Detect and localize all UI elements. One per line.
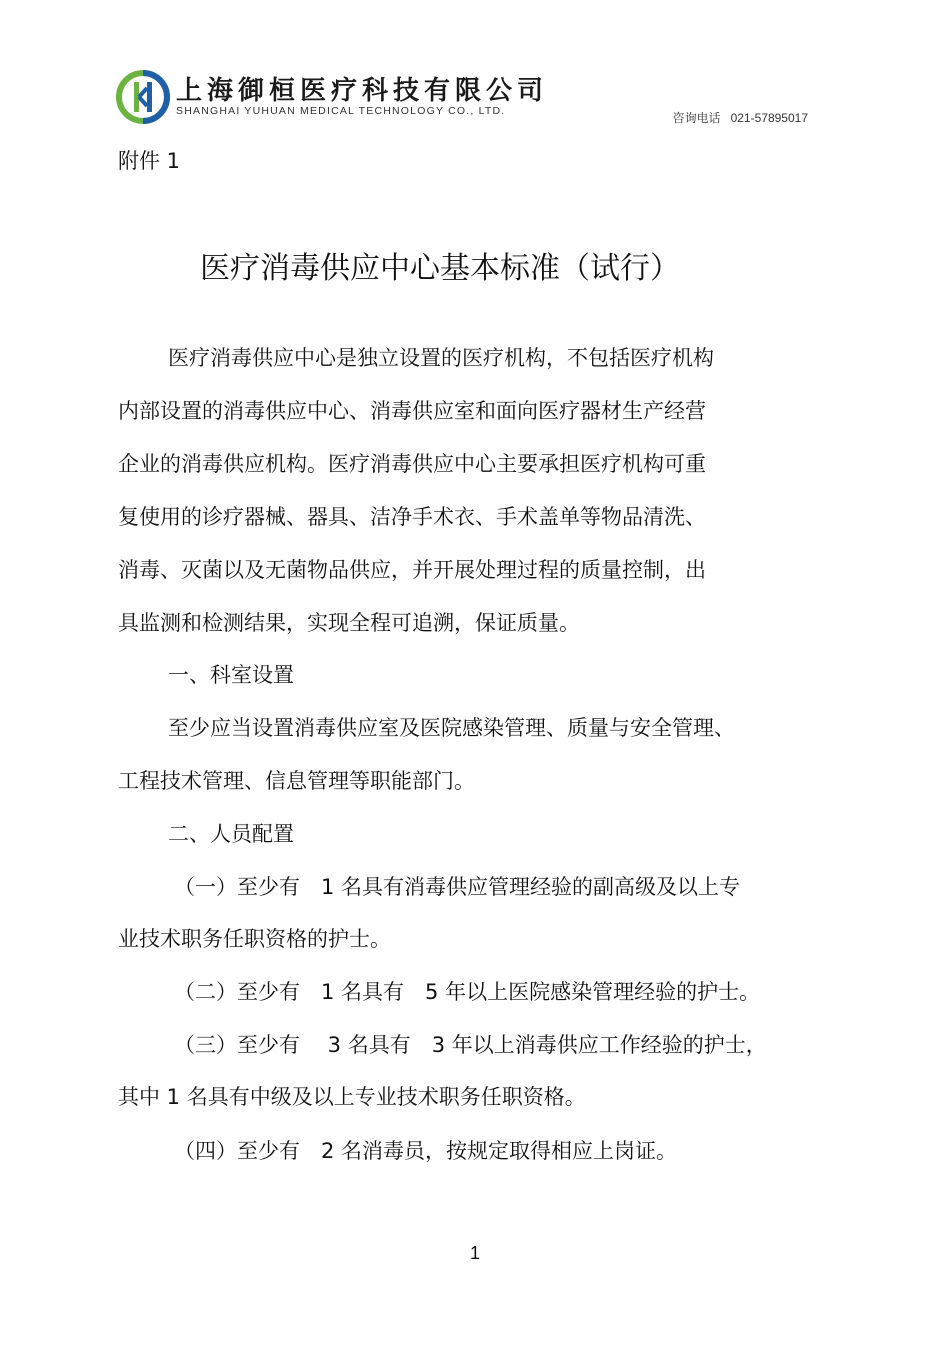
hotline-number: 021-57895017 bbox=[730, 111, 808, 125]
paragraph-line: 工程技术管理、信息管理等职能部门。 bbox=[118, 769, 475, 793]
section-heading: 二、人员配置 bbox=[168, 822, 294, 846]
yuhuan-logo-icon bbox=[114, 68, 172, 126]
paragraph-line: 至少应当设置消毒供应室及医院感染管理、质量与安全管理、 bbox=[168, 716, 735, 740]
company-name-cn: 上海御桓医疗科技有限公司 bbox=[176, 76, 549, 106]
list-item: （二）至少有 1 名具有 5 年以上医院感染管理经验的护士。 bbox=[174, 980, 761, 1004]
attachment-label: 附件 1 bbox=[118, 149, 181, 173]
hotline-label: 咨询电话 bbox=[672, 111, 721, 125]
paragraph-line: 医疗消毒供应中心是独立设置的医疗机构，不包括医疗机构 bbox=[168, 346, 714, 370]
paragraph-line: 消毒、灭菌以及无菌物品供应，并开展处理过程的质量控制，出 bbox=[118, 558, 706, 582]
paragraph-line: 具监测和检测结果，实现全程可追溯，保证质量。 bbox=[118, 611, 580, 635]
paragraph-line: 复使用的诊疗器械、器具、洁净手术衣、手术盖单等物品清洗、 bbox=[118, 505, 706, 529]
section-heading: 一、科室设置 bbox=[168, 663, 294, 687]
document-title: 医疗消毒供应中心基本标准（试行） bbox=[200, 251, 680, 286]
paragraph-line: 企业的消毒供应机构。医疗消毒供应中心主要承担医疗机构可重 bbox=[118, 452, 706, 476]
paragraph-line: 其中 1 名具有中级及以上专业技术职务任职资格。 bbox=[118, 1085, 586, 1109]
page-number: 1 bbox=[469, 1243, 480, 1263]
company-name-en: SHANGHAI YUHUAN MEDICAL TECHNOLOGY CO., LTD. bbox=[176, 105, 506, 117]
hotline bbox=[673, 109, 808, 126]
paragraph-line: 内部设置的消毒供应中心、消毒供应室和面向医疗器材生产经营 bbox=[118, 399, 706, 423]
list-item: （三）至少有 3 名具有 3 年以上消毒供应工作经验的护士， bbox=[174, 1033, 767, 1057]
list-item: （四）至少有 2 名消毒员，按规定取得相应上岗证。 bbox=[174, 1139, 678, 1163]
list-item: （一）至少有 1 名具有消毒供应管理经验的副高级及以上专 bbox=[174, 875, 741, 899]
paragraph-line: 业技术职务任职资格的护士。 bbox=[118, 927, 391, 951]
